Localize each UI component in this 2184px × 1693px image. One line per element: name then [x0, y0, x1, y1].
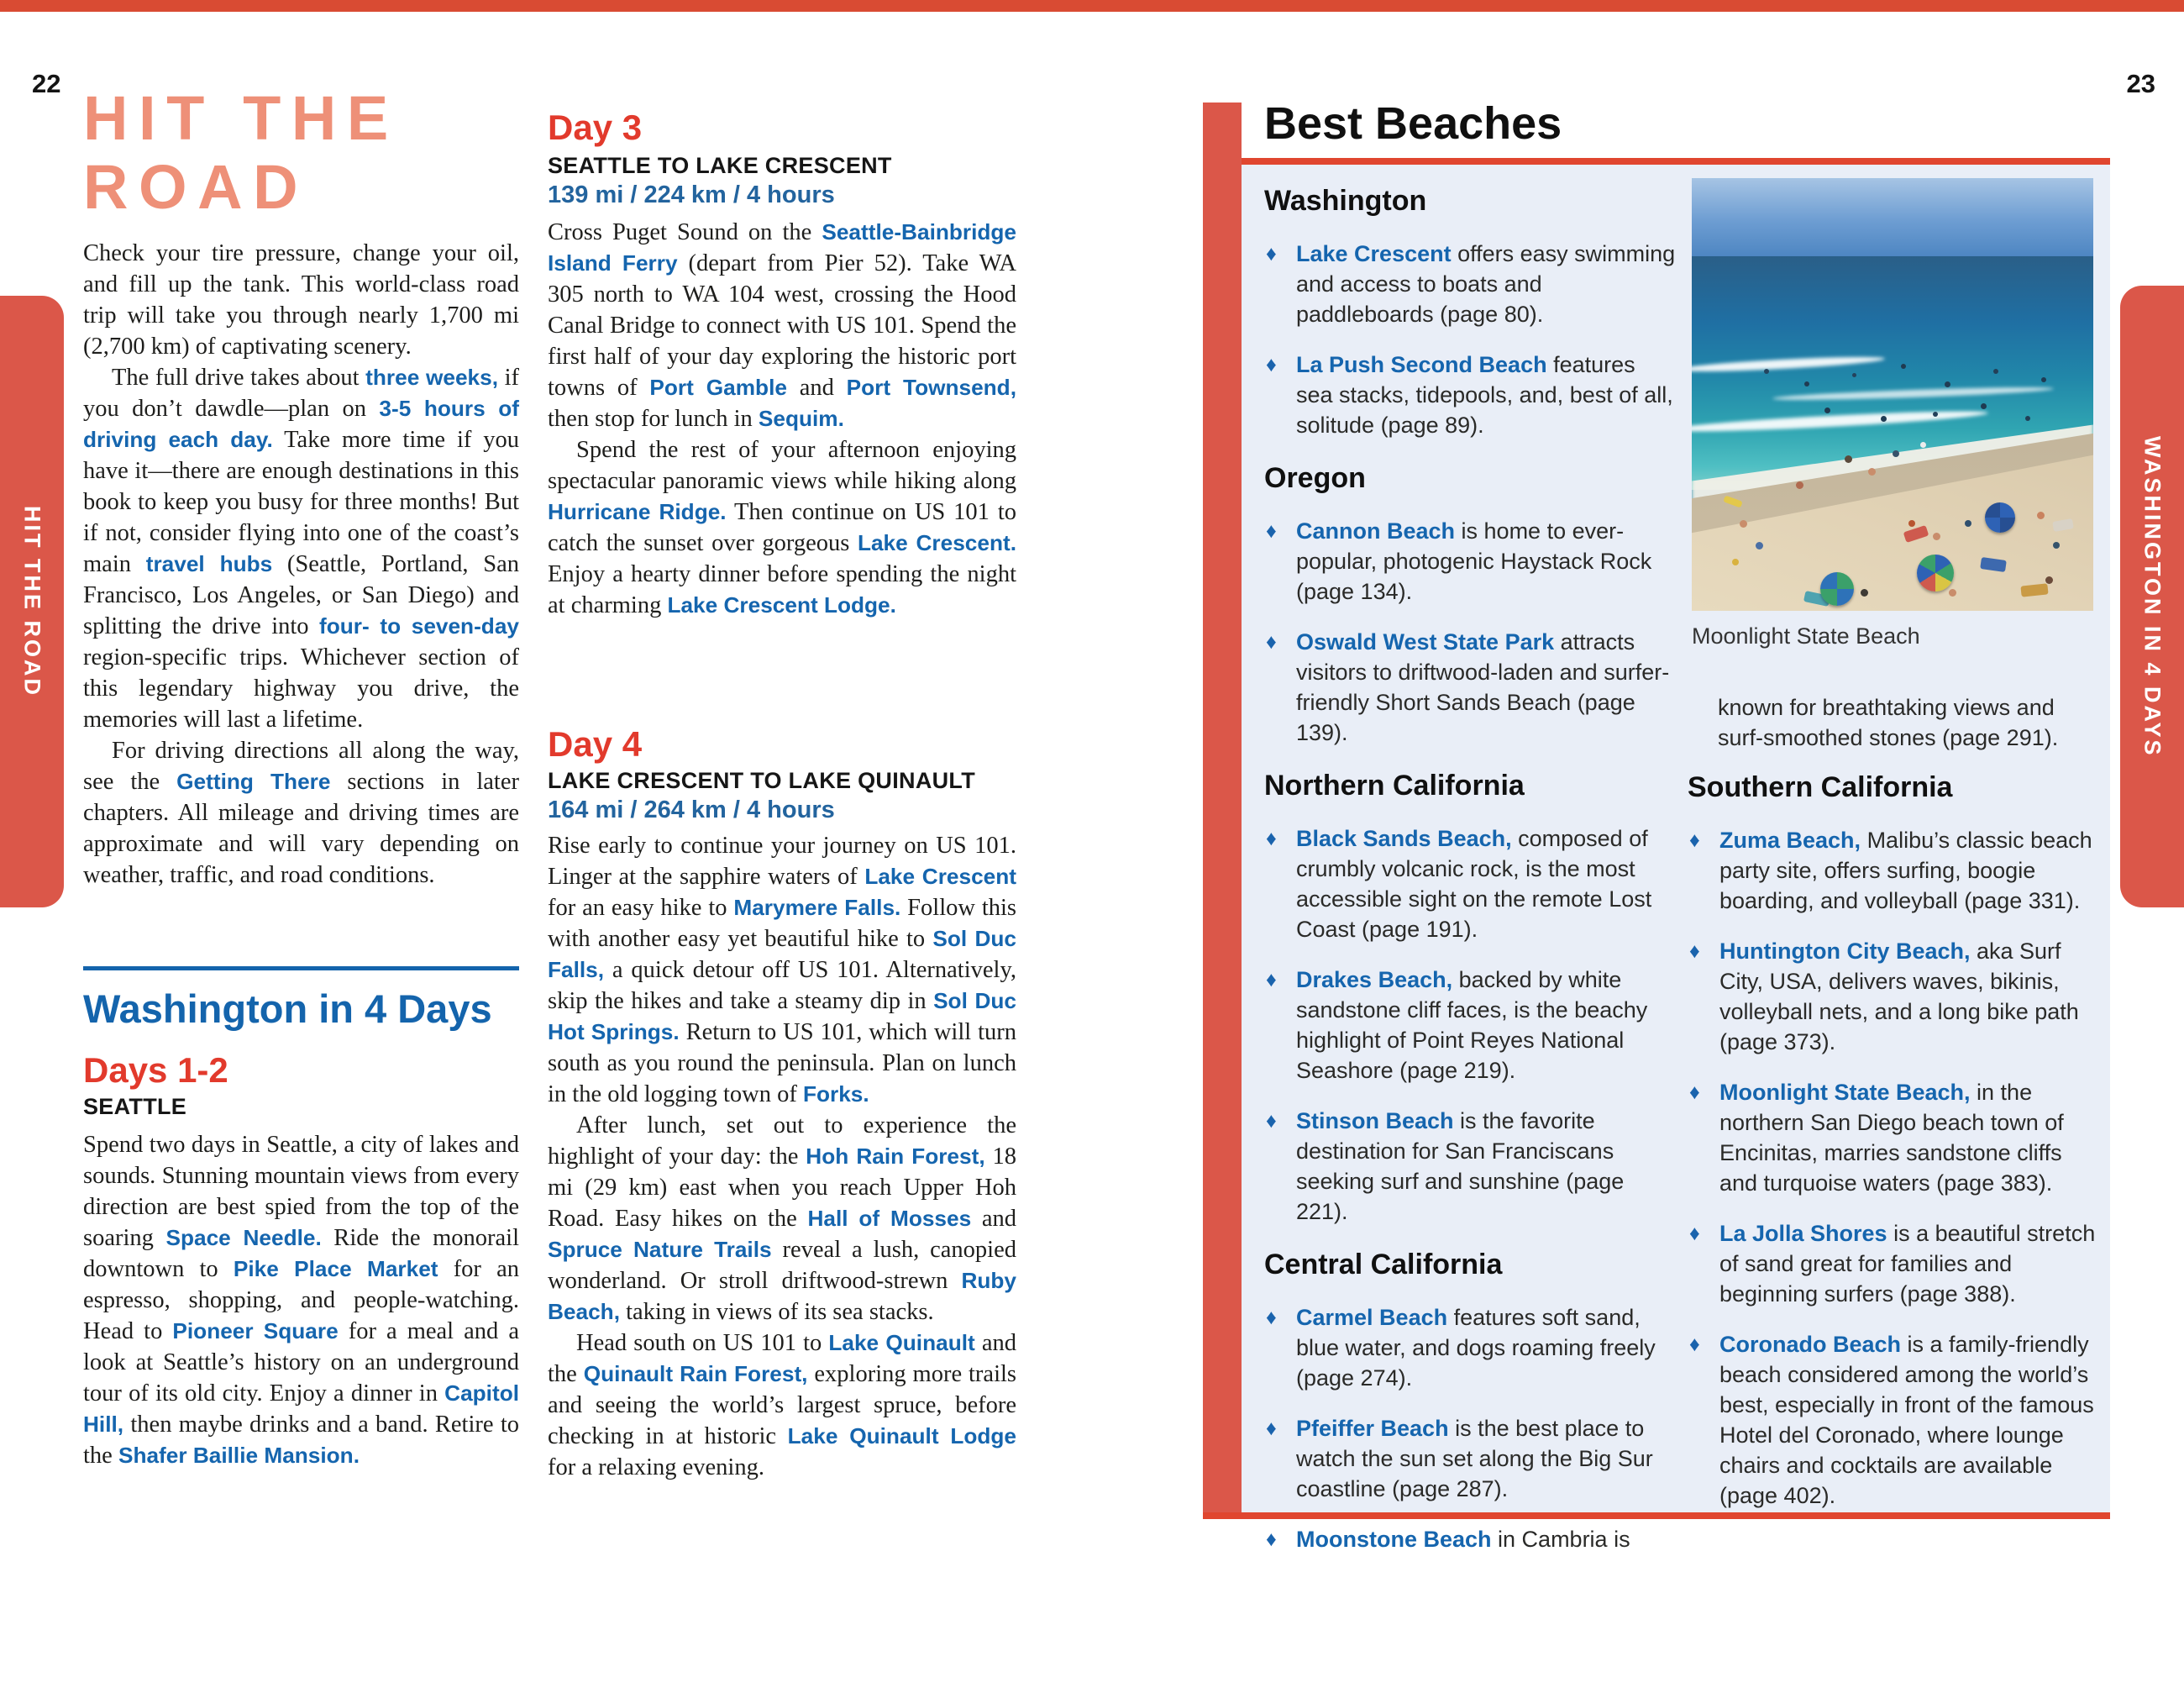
beach-item-text: Carmel Beach features soft sand, blue water, and dogs roaming freely (page 274). [1296, 1305, 1656, 1391]
day-body-day-3 [548, 217, 1016, 621]
beach-item-text: La Push Second Beach features sea stacks, tidepools, and, best of all, solitude (page 89). [1296, 352, 1673, 438]
beach-list-item [1688, 825, 2101, 916]
beach-item-continuation: known for breathtaking views and surf-smoothed stones (page 291). [1718, 695, 2059, 750]
beach-list-item [1264, 1524, 1677, 1554]
photo-caption: Moonlight State Beach [1692, 623, 1920, 649]
diamond-bullet-icon: ♦ [1266, 827, 1277, 850]
highlight-term: Shafer Baillie Mansion. [118, 1443, 360, 1468]
paragraph: Spend two days in Seattle, a city of lakes and sounds. Stunning mountain views from every direction are best spied from the top of the soaring Space Needle. Ride the monorail downtown to Pike Place Market for an espresso, shopping, and people-watching. Head to Pioneer Square for a meal and a look at Seattle’s history on an underground tour of its old city. Enjoy a dinner in Capitol Hill, then maybe drinks and a band. Retire to the Shafer Baillie Mansion. [83, 1132, 520, 1469]
beach-name: Drakes Beach, [1296, 967, 1453, 992]
best-beaches-title: Best Beaches [1264, 98, 1562, 149]
beach-photo [1692, 178, 2093, 611]
highlight-term: Lake Crescent [864, 864, 1016, 889]
beach-name: Pfeiffer Beach [1296, 1416, 1449, 1441]
beach-name: Huntington City Beach, [1719, 939, 1971, 964]
beach-list-item [1264, 823, 1677, 944]
beach-region-heading: Washington [1264, 185, 1427, 217]
page-number-left: 22 [32, 69, 61, 98]
highlight-term: Quinault Rain Forest, [583, 1361, 808, 1386]
article-title-line2: ROAD [83, 152, 309, 222]
beach-list-item [1264, 1106, 1677, 1227]
highlight-term: Lake Crescent Lodge. [667, 592, 896, 618]
beach-list-item [1264, 627, 1677, 748]
beach-item-text: Coronado Beach is a family-friendly beach considered among the world’s best, especially in front of the famous Hotel del Coronado, where lounge chairs and cocktails are available (page 402). [1719, 1332, 2094, 1508]
highlight-term: Getting There [176, 769, 331, 794]
beach-list-item [1264, 1413, 1677, 1504]
highlight-term: four- to seven-day [319, 613, 519, 639]
beach-item-text: Moonlight State Beach, in the northern San Diego beach town of Encinitas, marries sandstone cliffs and turquoise waters (page 383). [1719, 1080, 2064, 1196]
beach-name: Cannon Beach [1296, 518, 1456, 544]
day-distance-day-3: 139 mi / 224 km / 4 hours [548, 181, 835, 208]
diamond-bullet-icon: ♦ [1689, 1333, 1700, 1356]
beach-list-item [1264, 350, 1677, 440]
diamond-bullet-icon: ♦ [1266, 968, 1277, 991]
day-label-days-1-2: Days 1-2 [83, 1050, 228, 1090]
beach-item-text: Black Sands Beach, composed of crumbly volcanic rock, is the most accessible sight on the remote Lost Coast (page 191). [1296, 826, 1652, 942]
beach-item-text: Drakes Beach, backed by white sandstone cliff faces, is the beachy highlight of Point Reyes National Seashore (page 219). [1296, 967, 1648, 1083]
diamond-bullet-icon: ♦ [1689, 828, 1700, 852]
article-title-line1: HIT THE [83, 83, 399, 153]
highlight-term: Marymere Falls. [733, 895, 901, 920]
best-beaches-left-column [1264, 165, 1677, 1575]
beach-name: Oswald West State Park [1296, 629, 1555, 655]
paragraph: The full drive takes about three weeks, if you don’t dawdle—plan on 3-5 hours of driving each day. Take more time if you have it—there are enough destinations in this book to keep you busy for three months! But if not, consider flying into one of the coast’s main travel hubs (Seattle, Portland, San Francisco, Los Angeles, or San Diego) and splitting the drive into four- to seven-day region-specific trips. Whichever section of this legendary highway you drive, the memories will last a lifetime. [83, 365, 519, 733]
highlight-term: Sol Duc Hot Springs. [548, 988, 1016, 1044]
beach-region-heading: Northern California [1264, 770, 1525, 802]
beach-name: Lake Crescent [1296, 241, 1452, 266]
day-body-day-4 [548, 830, 1016, 1483]
section-heading: Washington in 4 Days [83, 986, 492, 1031]
best-beaches-top-rule [1242, 158, 2110, 165]
best-beaches-left-accent-bar [1203, 103, 1242, 1516]
highlight-term: Capitol Hill, [83, 1380, 519, 1437]
beach-region-heading: Southern California [1688, 771, 1953, 803]
paragraph: Head south on US 101 to Lake Quinault and the Quinault Rain Forest, exploring more trails and seeing the world’s largest spruce, before checking in at historic Lake Quinault Lodge for a relaxing evening. [548, 1330, 1017, 1480]
beach-list-item [1688, 936, 2101, 1057]
highlight-term: Hall of Mosses [807, 1206, 972, 1231]
diamond-bullet-icon: ♦ [1266, 353, 1277, 376]
chapter-tab-washington-in-4-days [2120, 286, 2184, 907]
diamond-bullet-icon: ♦ [1266, 242, 1277, 266]
diamond-bullet-icon: ♦ [1266, 519, 1277, 543]
day-label-day-3: Day 3 [548, 108, 643, 147]
diamond-bullet-icon: ♦ [1689, 1080, 1700, 1104]
beach-name: Black Sands Beach, [1296, 826, 1512, 851]
highlight-term: Forks. [802, 1081, 869, 1107]
beach-name: Zuma Beach, [1719, 828, 1861, 853]
page-number-right: 23 [2126, 69, 2155, 98]
intro-paragraphs [83, 238, 519, 891]
chapter-tab-label: WASHINGTON IN 4 DAYS [2139, 435, 2166, 758]
beach-name: Moonlight State Beach, [1719, 1080, 1971, 1105]
highlight-term: Space Needle. [165, 1225, 322, 1250]
paragraph: Rise early to continue your journey on US 101. Linger at the sapphire waters of Lake Crescent for an easy hike to Marymere Falls. Follow this with another easy yet beautiful hike to Sol Duc Falls, a quick detour off US 101. Alternatively, skip the hikes and take a steamy dip in Sol Duc Hot Springs. Return to US 101, which will turn south as you round the peninsula. Plan on lunch in the old logging town of Forks. [548, 833, 1016, 1107]
highlight-term: three weeks, [365, 365, 499, 390]
day-route-day-3: SEATTLE TO LAKE CRESCENT [548, 153, 892, 178]
highlight-term: Sol Duc Falls, [548, 926, 1016, 982]
highlight-term: Sequim. [758, 406, 844, 431]
beach-item-text: Lake Crescent offers easy swimming and access to boats and paddleboards (page 80). [1296, 241, 1676, 327]
beach-item-text: La Jolla Shores is a beautiful stretch of sand great for families and beginning surfers (page 388). [1719, 1221, 2096, 1307]
highlight-term: Port Gamble [649, 375, 787, 400]
highlight-term: Spruce Nature Trails [548, 1237, 772, 1262]
day-route-day-4: LAKE CRESCENT TO LAKE QUINAULT [548, 768, 976, 793]
highlight-term: Hoh Rain Forest, [806, 1144, 985, 1169]
beach-name: Moonstone Beach [1296, 1527, 1492, 1552]
article-title [83, 84, 587, 222]
highlight-term: Port Townsend, [846, 375, 1016, 400]
beach-item-text: Huntington City Beach, aka Surf City, USA, delivers waves, bikinis, volleyball nets, and a long bike path (page 373). [1719, 939, 2079, 1054]
highlight-term: travel hubs [145, 551, 273, 576]
chapter-tab-hit-the-road [0, 296, 64, 907]
beach-list-item [1264, 1302, 1677, 1393]
section-divider-rule [83, 966, 519, 970]
highlight-term: 3-5 hours of driving each day. [83, 396, 519, 452]
highlight-term: Pike Place Market [233, 1256, 438, 1281]
paragraph: After lunch, set out to experience the highlight of your day: the Hoh Rain Forest, 18 mi (29 km) east when you reach Upper Hoh Road. Easy hikes on the Hall of Mosses and Spruce Nature Trails reveal a lush, canopied wonderland. Or stroll driftwood-strewn Ruby Beach, taking in views of its sea stacks. [548, 1112, 1017, 1325]
beach-item-text: Stinson Beach is the favorite destination for San Franciscans seeking surf and sunshine (page 221). [1296, 1108, 1625, 1224]
day-label-day-4: Day 4 [548, 724, 643, 764]
paragraph: Spend the rest of your afternoon enjoying spectacular panoramic views while hiking along Hurricane Ridge. Then continue on US 101 to catch the sunset over gorgeous Lake Crescent. Enjoy a hearty dinner before spending the night at charming Lake Crescent Lodge. [548, 437, 1016, 618]
best-beaches-right-column [1688, 165, 2101, 1531]
highlight-term: Ruby Beach, [548, 1268, 1016, 1324]
beach-list-item [1688, 1218, 2101, 1309]
beach-name: Stinson Beach [1296, 1108, 1454, 1133]
diamond-bullet-icon: ♦ [1266, 630, 1277, 654]
beach-item-text: Oswald West State Park attracts visitors to driftwood-laden and surfer-friendly Short Sands Beach (page 139). [1296, 629, 1670, 745]
day-route-days-1-2: SEATTLE [83, 1094, 187, 1119]
diamond-bullet-icon: ♦ [1266, 1527, 1277, 1551]
paragraph: For driving directions all along the way, see the Getting There sections in later chapters. All mileage and driving times are approximate and will vary depending on weather, traffic, and road conditions. [83, 738, 519, 888]
diamond-bullet-icon: ♦ [1266, 1417, 1277, 1440]
diamond-bullet-icon: ♦ [1266, 1306, 1277, 1329]
paragraph: Cross Puget Sound on the Seattle-Bainbridge Island Ferry (depart from Pier 52). Take WA 305 north to WA 104 west, crossing the Hood Canal Bridge to connect with US 101. Spend the first half of your day exploring the historic port towns of Port Gamble and Port Townsend, then stop for lunch in Sequim. [548, 219, 1016, 432]
beach-list-item [1688, 1329, 2101, 1511]
diamond-bullet-icon: ♦ [1266, 1109, 1277, 1133]
chapter-tab-label: HIT THE ROAD [19, 506, 45, 697]
diamond-bullet-icon: ♦ [1689, 939, 1700, 963]
day-body-days-1-2 [83, 1129, 519, 1471]
beach-item-text: Pfeiffer Beach is the best place to watch the sun set along the Big Sur coastline (page 287). [1296, 1416, 1653, 1501]
beach-name: La Push Second Beach [1296, 352, 1547, 377]
highlight-term: Lake Quinault Lodge [787, 1423, 1017, 1449]
beach-region-heading: Oregon [1264, 462, 1366, 494]
best-beaches-right-list [1688, 692, 2101, 1511]
beach-name: Coronado Beach [1719, 1332, 1902, 1357]
highlight-term: Lake Crescent. [857, 530, 1016, 555]
highlight-term: Seattle-Bainbridge Island Ferry [548, 219, 1016, 276]
beach-item-text: Moonstone Beach in Cambria is [1296, 1527, 1630, 1552]
beach-list-item [1264, 239, 1677, 329]
beach-list-item [1688, 1077, 2101, 1198]
highlight-term: Pioneer Square [172, 1318, 339, 1343]
paragraph: Check your tire pressure, change your oil, and fill up the tank. This world-class road trip will take you through nearly 1,700 mi (2,700 km) of captivating scenery. [83, 240, 519, 360]
photo-sky [1692, 178, 2093, 256]
beach-name: La Jolla Shores [1719, 1221, 1887, 1246]
diamond-bullet-icon: ♦ [1689, 1222, 1700, 1245]
beach-name: Carmel Beach [1296, 1305, 1448, 1330]
highlight-term: Hurricane Ridge. [548, 499, 727, 524]
beach-list-item [1264, 516, 1677, 607]
beach-list-item [1264, 965, 1677, 1086]
beach-item-text: Cannon Beach is home to ever-popular, photogenic Haystack Rock (page 134). [1296, 518, 1652, 604]
highlight-term: Lake Quinault [828, 1330, 975, 1355]
beach-region-heading: Central California [1264, 1249, 1503, 1280]
day-distance-day-4: 164 mi / 264 km / 4 hours [548, 797, 835, 823]
top-red-bar [0, 0, 2184, 12]
beach-item-text: Zuma Beach, Malibu’s classic beach party site, offers surfing, boogie boarding, and volleyball (page 331). [1719, 828, 2092, 913]
